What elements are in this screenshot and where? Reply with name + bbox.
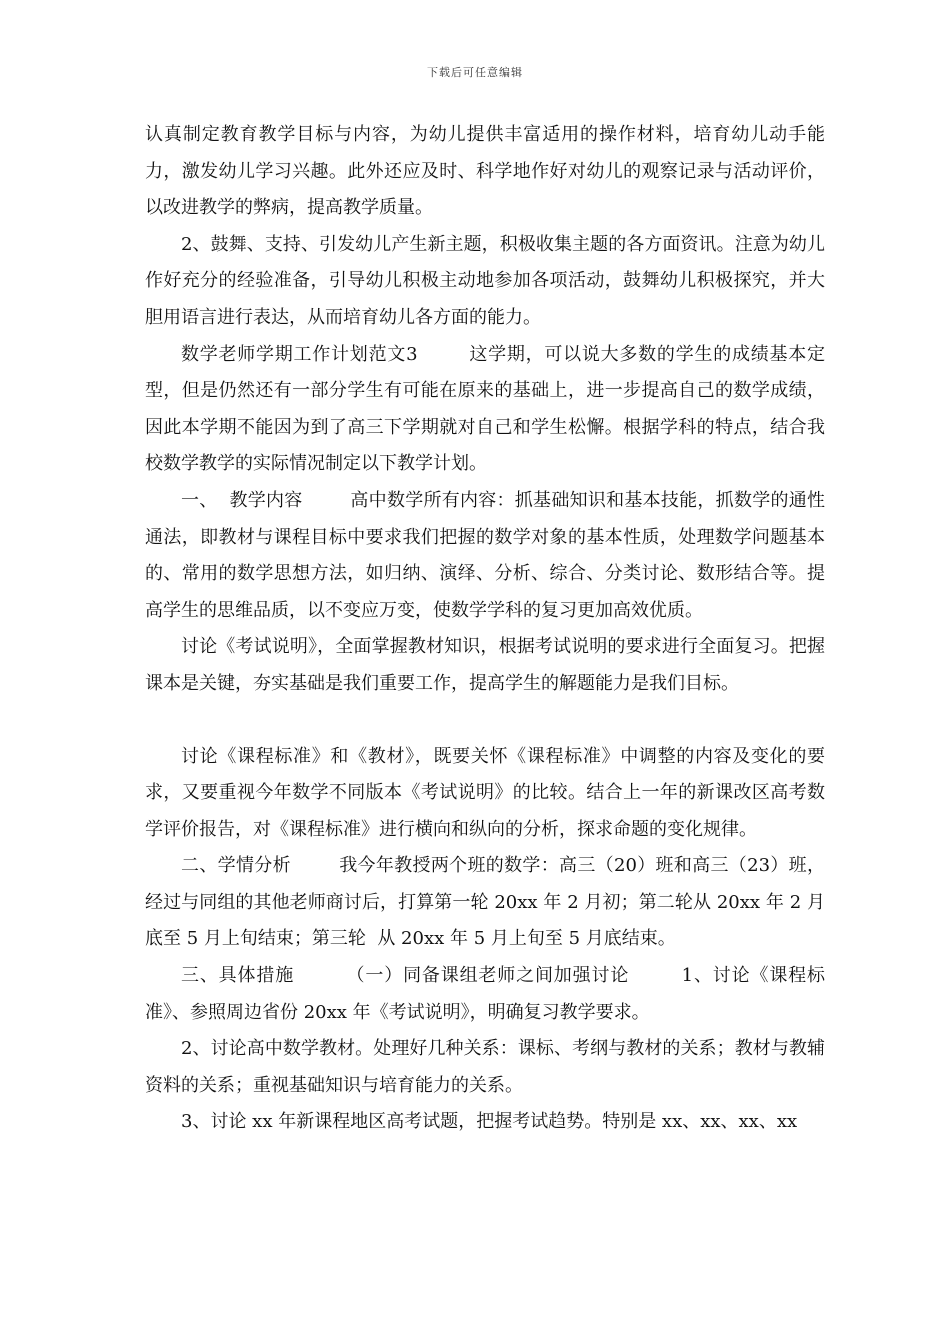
paragraph-measure-3: 3、讨论 xx 年新课程地区高考试题，把握考试趋势。特别是 xx、xx、xx、xx xyxy=(181,1111,798,1133)
paragraph-spacer xyxy=(145,703,825,739)
paragraph-measure-2: 2、讨论高中数学教材。处理好几种关系：课标、考纲与教材的关系；教材与教辅资料的关系；重视基础知识与培育能力的关系。 xyxy=(145,1038,825,1096)
paragraph-continuation: 认真制定教育教学目标与内容，为幼儿提供丰富适用的操作材料，培育幼儿动手能力，激发幼儿学习兴趣。此外还应及时、科学地作好对幼儿的观察记录与活动评价，以改进教学的弊病，提高教学质量。 xyxy=(145,124,825,219)
document-body xyxy=(145,117,825,1141)
paragraph-curriculum: 讨论《课程标准》和《教材》，既要关怀《课程标准》中调整的内容及变化的要求，又要重视今年数学不同版本《考试说明》的比较。结合上一年的新课改区高考数学评价报告，对《课程标准》进行横向和纵向的分析，探求命题的变化规律。 xyxy=(145,745,825,840)
paragraph-exam-guide: 讨论《考试说明》，全面掌握教材知识，根据考试说明的要求进行全面复习。把握课本是关键，夯实基础是我们重要工作，提高学生的解题能力是我们目标。 xyxy=(145,636,825,694)
page-header: 下载后可任意编辑 xyxy=(427,66,523,79)
paragraph-item-2: 2、鼓舞、支持、引发幼儿产生新主题，积极收集主题的各方面资讯。注意为幼儿作好充分的经验准备，引导幼儿积极主动地参加各项活动，鼓舞幼儿积极探究，并大胆用语言进行表达，从而培育幼儿各方面的能力。 xyxy=(145,233,825,328)
paragraph-section-3: 三、具体措施 （一）同备课组老师之间加强讨论 1、讨论《课程标准》、参照周边省份 20xx 年《考试说明》，明确复习教学要求。 xyxy=(145,965,825,1023)
paragraph-plan-title: 数学老师学期工作计划范文3 这学期，可以说大多数的学生的成绩基本定型，但是仍然还有一部分学生有可能在原来的基础上，进一步提高自己的数学成绩，因此本学期不能因为到了高三下学期就对自己和学生松懈。根据学科的特点，结合我校数学教学的实际情况制定以下教学计划。 xyxy=(145,343,825,475)
paragraph-section-2: 二、学情分析 我今年教授两个班的数学：高三（20）班和高三（23）班，经过与同组的其他老师商讨后，打算第一轮 20xx 年 2 月初；第二轮从 20xx 年 2 月底至 5 月上旬结束；第三轮 从 20xx 年 5 月上旬至 5 月底结束。 xyxy=(145,855,825,950)
paragraph-section-1: 一、 教学内容 高中数学所有内容：抓基础知识和基本技能，抓数学的通性通法，即教材与课程目标中要求我们把握的数学对象的基本性质，处理数学问题基本的、常用的数学思想方法，如归纳、演绎、分析、综合、分类讨论、数形结合等。提高学生的思维品质，以不变应万变，使数学学科的复习更加高效优质。 xyxy=(145,489,825,621)
